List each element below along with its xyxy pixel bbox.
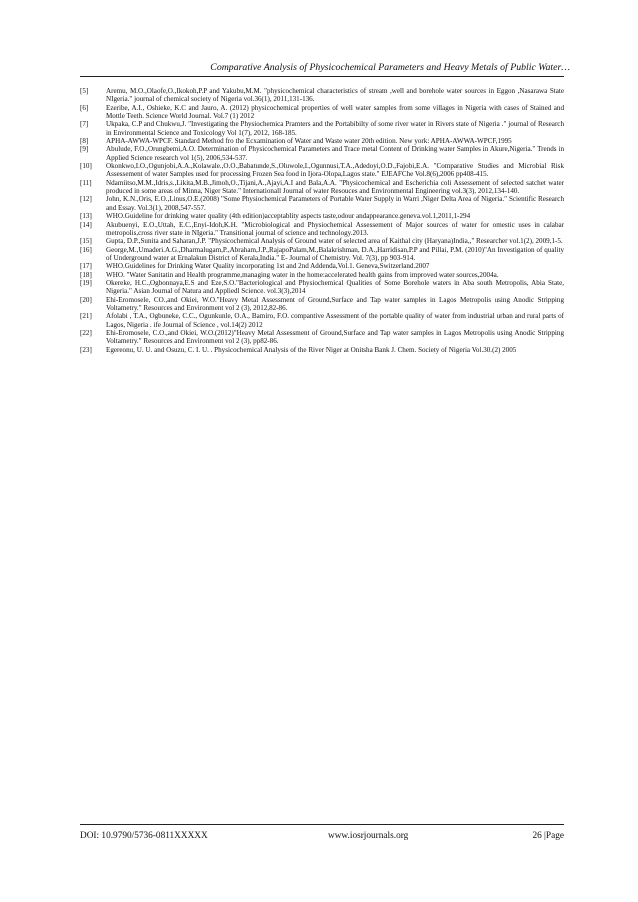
header-rule (80, 76, 564, 77)
reference-text: Aremu, M.O.,Olaofe,O.,Ikokoh,P.P and Yakubu,M.M. "physicochemical characteristics of stream ,well and borehole water sources in Eggon ,Nasarawa State NIgeria." journal of chemical society of Nigeria vol.36(1), 2011,131-136. (106, 87, 564, 104)
page-footer (80, 831, 564, 845)
reference-number: [12] (80, 195, 92, 204)
reference-number: [10] (80, 162, 92, 171)
footer-doi: DOI: 10.9790/5736-0811XXXXX (80, 831, 208, 841)
reference-number: [5] (80, 87, 89, 95)
reference-text: Afolabi , T.A., Ogbuneke, C.C., Ogunkunle, O.A., Bamiro, F.O. compantive Assessment of the portable quality of water from industrial urban and rural parts of Lagos, Nigeria . ife Journal of Science , vol.14(2) 2012 (106, 312, 564, 329)
reference-item (80, 279, 564, 296)
reference-item (80, 179, 564, 196)
reference-number: [13] (80, 212, 92, 221)
reference-item (80, 262, 564, 270)
footer-website: www.iosrjournals.org (328, 831, 409, 841)
reference-text: Egereonu, U. U. and Osuzu, C. I. U. . Physicochemical Analysis of the River Niger at Onitsha Bank J. Chem. Society of Nigeria Vol.30.(2) 2005 (106, 345, 517, 354)
reference-item (80, 221, 564, 238)
reference-item (80, 104, 564, 121)
reference-text: Ndamiitso,M.M.,Idris,s.,Likita,M.B.,Jimoh,O.,Tijani,A.,Ajayi,A.I and Bala,A.A. "Physicochemical and Escherichia coli Assessement of selected satchet water produced in some areas of Minna, Niger State." Internationall Journal of water Resouces and Environmental Engineering vol.3(3), 2012,134-140. (106, 178, 564, 196)
reference-item (80, 329, 564, 346)
reference-text: APHA-AWWA-WPCF. Standard Method fro the Ecxamination of Water and Waste water 20th edition. New york: APHA-AWWA-WPCF,1995 (106, 137, 512, 146)
reference-number: [20] (80, 295, 92, 304)
reference-number: [21] (80, 312, 92, 321)
reference-number: [8] (80, 137, 89, 146)
reference-text: Abulude, F.O.,Orungbemi,A.O. Determination of Physicochemical Parameters and Trace metal Content of Drinking water Samples in Akure,Nigeria." Trends in Applied Science research vol 1(5), 2006,534-537. (106, 145, 564, 162)
reference-text: George,M.,Umaderi.A.G.,Dharmalugam,P.,Abraham,J.P.,RajapoPalam,M.,Balakrishman, D.A.,Harridisan,P.P and Pillai, P.M. (2010)"An Investigation of quality of Underground water at Ernalakun District of Kerala,India." E- Journal of Chemistry. Vol. 7(3), pp 903-914. (106, 245, 564, 262)
reference-text: Ehi-Eromosele, C.O.,and Okiei, W.O.(2012)"Heavy Metal Assessment of Ground,Surface and Tap water samples in Lagos Metropolis using Anodic Stripping Voltametry." Resources and Environment vol 2 (3), pp82-86. (106, 328, 564, 346)
reference-text: Ezeribe, A.I., Oshieke, K.C and Jauro, A. (2012) physicochemical properties of well water samples from some villages in Nigeria with cases of Stained and Mottle Teeth. Science World Journal. Vol.7 (1) 2012 (106, 103, 564, 121)
reference-item (80, 212, 564, 220)
reference-item (80, 120, 564, 137)
footer-rule (80, 824, 564, 825)
reference-item (80, 271, 564, 279)
reference-item (80, 246, 564, 263)
reference-number: [18] (80, 270, 92, 279)
reference-number: [23] (80, 345, 92, 354)
reference-item (80, 346, 564, 354)
reference-text: WHO.Guidelines for Drinking Water Quality incorporating 1st and 2nd Addenda,Vol.1. Geneva,Switzerland.2007 (106, 262, 430, 271)
footer-page-number: 26 |Page (532, 831, 564, 841)
reference-text: John, K.N.,Oris, E.O.,Linus,O.E.(2008) "Some Physiochemical Parameters of Portable Water Supply in Warri ,Niger Delta Area of Nigeria." Scientific Research and Essay. Vol.3(1), 2008,547-557. (106, 195, 564, 212)
reference-item (80, 312, 564, 329)
reference-number: [9] (80, 145, 89, 154)
reference-text: Ukpaka, C.P and Chukwu,J. "Investigating the Physiochemica Pramters and the Portabibilty of some river water in Rivers state of Nigeria ." journal of Research in Environmental Science and Toxicology Vol 1(7), 2012, 168-185. (106, 120, 564, 137)
reference-text: Okereke, H.C.,Ogbonnaya,E.S and Eze,S.O."Bacteriological and Physiochemical Qualities of Some Borehole waters in Aba south Metropolis, Abia State, Nigeria." Asian Journal of Natura and Appliedl Science. vol.3(3),2014 (106, 278, 564, 296)
reference-text: Gupta, D.P.,Sunita and Saharan,J.P. "Physicochemical Analysis of Ground water of selected area of Kaithal city (Haryana)India,," Researcher vol.1(2), 2009,1-5. (106, 237, 563, 246)
reference-item (80, 162, 564, 179)
reference-text: Okonkwo,I.O.,Ogunjobi,A.A.,Kolawale.,O.O.,Babatunde,S.,Oluwole,I.,Ogunnusi,T.A.,Adedoyi,O.D.,Fajobi,E.A. "Comparative Studies and Microbial Risk Assessement of water Samples used for processing Frozen Sea food in Ijora-Olopa,Lagos state." EJEAFChe Vol.8(6),2006 pp408-415. (106, 162, 564, 179)
reference-item (80, 195, 564, 212)
reference-item (80, 87, 564, 104)
reference-item (80, 137, 564, 145)
reference-item (80, 237, 564, 245)
running-title: Comparative Analysis of Physicochemical Parameters and Heavy Metals of Public Water… (210, 62, 570, 73)
reference-number: [17] (80, 262, 92, 271)
reference-text: WHO. "Water Sanitatin and Health programme,managing water in the home:accelerated health gains from improved water sources,2004a. (106, 270, 499, 279)
reference-number: [6] (80, 103, 89, 112)
reference-item (80, 296, 564, 313)
reference-number: [15] (80, 237, 92, 246)
reference-number: [22] (80, 328, 92, 337)
reference-number: [19] (80, 278, 92, 287)
reference-text: Akubuenyi, E.O.,Uttah, E.C.,Enyi-Idoh,K.H. "Microbiological and Physiochemical Assessement of Major sources of water for omestic uses in calabar metropolis,cross river state in NIgeria." Transitional journal of science and technology.2013. (106, 220, 564, 237)
reference-number: [14] (80, 220, 92, 229)
reference-number: [7] (80, 120, 89, 129)
reference-item (80, 145, 564, 162)
reference-list (80, 87, 564, 354)
reference-number: [16] (80, 245, 92, 254)
reference-text: Ehi-Eromosele, CO.,and Okiei, W.O."Heavy Metal Assessment of Ground,Surface and Tap water samples in Lagos Metropolis using Anodic Stripping Voltametry." Resources and Environment vol 2 (3), 2012,82-86. (106, 295, 564, 312)
reference-text: WHO.Guideline for drinking water quality (4th edition)acceptablity aspects taste,odour andappearance.geneva.vol.1,2011,1-294 (106, 212, 471, 221)
reference-number: [11] (80, 178, 92, 187)
